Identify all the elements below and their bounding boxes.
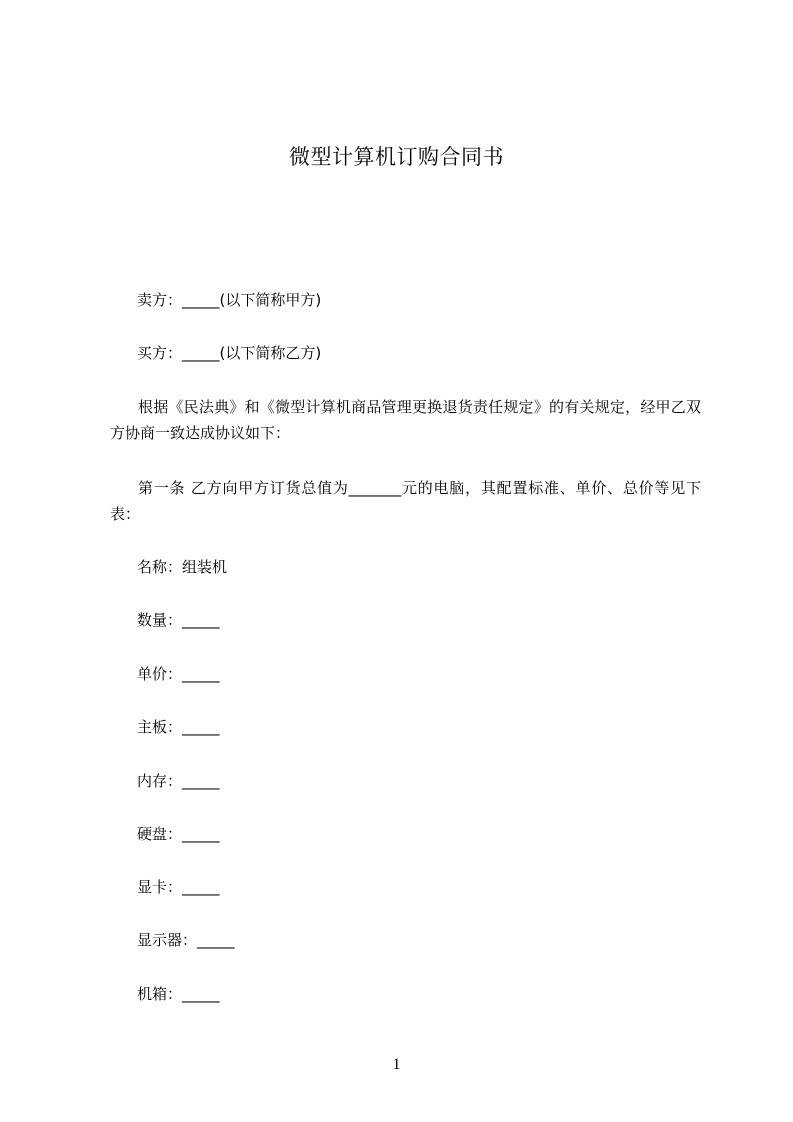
spec-motherboard: 主板：_____ bbox=[137, 718, 220, 736]
seller-line: 卖方：_____(以下简称甲方) bbox=[137, 291, 322, 309]
spec-graphics-card: 显卡：_____ bbox=[137, 878, 220, 896]
spec-quantity: 数量：_____ bbox=[137, 611, 220, 629]
page-number: 1 bbox=[392, 1056, 401, 1073]
document-title: 微型计算机订购合同书 bbox=[289, 145, 504, 169]
spec-monitor: 显示器：_____ bbox=[137, 931, 235, 949]
buyer-line: 买方：_____(以下简称乙方) bbox=[137, 344, 322, 362]
spec-hard-disk: 硬盘：_____ bbox=[137, 825, 220, 843]
spec-case: 机箱：_____ bbox=[137, 985, 220, 1003]
spec-name: 名称：组装机 bbox=[137, 558, 228, 576]
spec-unit-price: 单价：_____ bbox=[137, 665, 220, 683]
preamble-paragraph: 根据《民法典》和《微型计算机商品管理更换退货责任规定》的有关规定，经甲乙双方协商一致达成协议如下： bbox=[110, 398, 701, 442]
spec-memory: 内存：_____ bbox=[137, 772, 220, 790]
article-1-paragraph: 第一条 乙方向甲方订货总值为_______元的电脑，其配置标准、单价、总价等见下表： bbox=[110, 479, 701, 523]
